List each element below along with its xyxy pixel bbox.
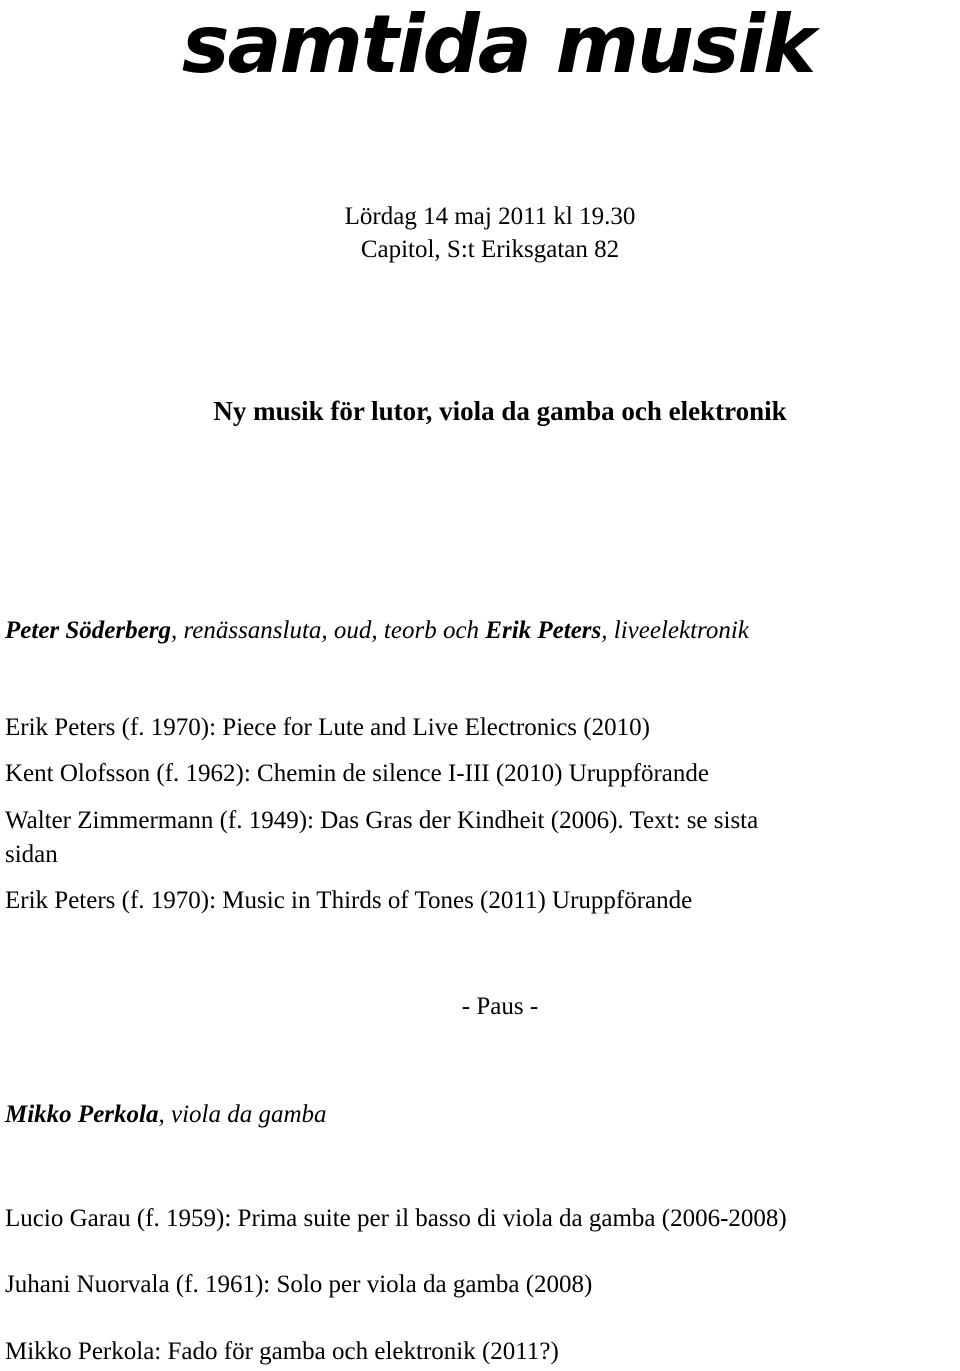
program-item: Kent Olofsson (f. 1962): Chemin de silence I-III (2010) Uruppförande	[5, 760, 709, 787]
event-date: Lördag 14 maj 2011 kl 19.30	[344, 203, 636, 230]
intermission-label: - Paus -	[461, 993, 539, 1020]
performer-name-peters: Erik Peters	[485, 617, 602, 644]
samtida-musik-logo	[0, 6, 960, 96]
program-item: Juhani Nuorvala (f. 1961): Solo per viola da gamba (2008)	[5, 1271, 593, 1298]
logo-text: samtida musik	[181, 6, 815, 91]
program-item: Erik Peters (f. 1970): Piece for Lute and Live Electronics (2010)	[5, 714, 650, 741]
performers-line	[5, 616, 749, 646]
performer-role-soderberg: , renässansluta, oud, teorb och	[170, 617, 486, 644]
program-item-continuation: sidan	[5, 841, 58, 868]
performer-name-perkola: Mikko Perkola	[5, 1101, 159, 1128]
performer-role-perkola: , viola da gamba	[158, 1101, 327, 1128]
concert-title: Ny musik för lutor, viola da gamba och elektronik	[213, 396, 787, 426]
performer-role-peters: , liveelektronik	[601, 617, 749, 644]
program-item: Lucio Garau (f. 1959): Prima suite per il basso di viola da gamba (2006-2008)	[5, 1205, 787, 1232]
performer-line-perkola	[5, 1100, 327, 1130]
performer-name-soderberg: Peter Söderberg	[5, 617, 171, 644]
program-item: Mikko Perkola: Fado för gamba och elektronik (2011?)	[5, 1338, 559, 1365]
program-item: Erik Peters (f. 1970): Music in Thirds of Tones (2011) Uruppförande	[5, 887, 693, 914]
program-item: Walter Zimmermann (f. 1949): Das Gras der Kindheit (2006). Text: se sista	[5, 807, 759, 834]
event-venue: Capitol, S:t Eriksgatan 82	[360, 236, 620, 263]
logo-wordmark	[0, 6, 960, 96]
